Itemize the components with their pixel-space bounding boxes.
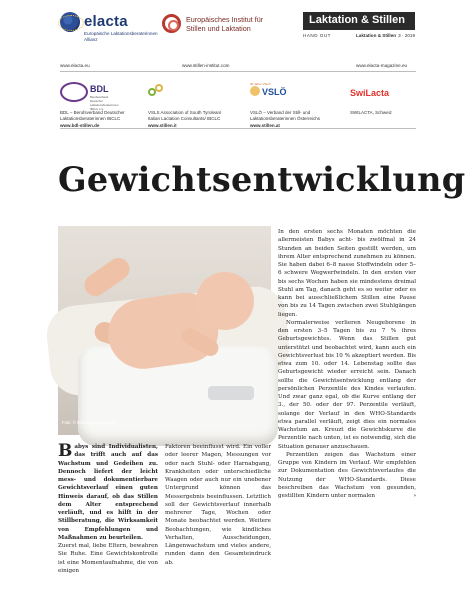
drop-cap: B [58,441,73,461]
institut-logo [160,14,280,52]
org-line: SWILACTA, Schweiz [350,110,392,115]
org-vslo [250,82,350,128]
vslo-logo-subtitle: 30 Jahre VSLÖ [250,82,271,86]
elacta-subtitle: Europäische Laktationsberaterinnen Allianz [84,31,158,42]
org-line: Laktationsberaterinnen IBCLC [60,116,121,122]
issue-label: Laktation & Stillen [356,33,397,38]
institut-name: Europäisches Institut für Stillen und Laktation [186,15,264,33]
header-divider [60,71,416,72]
page-title: Gewichtsentwicklung [58,160,465,199]
article-paragraph: Faktoren beeinflusst wird. Ein voller oder leerer Magen, Messungen vor oder nach Stuhl- oder Harnabgang, Krankheiten oder unterschiedliche Waagen oder auch nur ein unebener Untergrund können das Messergebnis beeinflussen. Letztlich soll der Gewichtsverlauf innerhalb mehrerer Tage, Wochen oder Monate beobachtet werden. Weitere Beobachtungen, wie kindliches Verhalten, Ausscheidungen, Längenwachstum und vieles andere, runden dann den Gesamteindruck ab. [165,444,271,566]
org-description [148,110,256,129]
article-column-left [58,443,158,575]
article-column-middle [165,443,271,567]
article-paragraph: Normalerweise verlieren Neugeborene in den ersten 3–5 Tagen bis zu 7 % ihres Geburtsgewichtes. Wenn das Stillen gut unterstützt und beobachtet wird, kann auch ein Gewichtsverlust bis 10 % akzeptiert werden. Bis etwa zum 10. oder 14. Lebenstag sollte das Geburtsgewicht wieder erreicht sein. Danach sollte die Gewichtsentwicklung entlang der persönlichen Perzentile des Kindes verlaufen. Und zwar ganz egal, ob die Kurve entlang der 3., der 50. oder der 97. Perzentile verläuft, solange der Verlauf in den WHO-Standards etwa parallel verläuft, zeigt dies ein normales Wachstum an. Kreuzt die Gewichtskurve die Perzentile nach unten, ist es notwendig, sich die Situation genauer anzuschauen. [278,319,416,450]
org-line: VSLÖ – Verband der Still- und [250,110,311,115]
article-paragraph: Perzentilen zeigen das Wachstum einer Gruppe von Kindern im Verlauf. Wir empfehlen zur Dokumentation des Gewichtsverlaufes die Nutzung der WHO-Standards. Diese beschreiben das Wachstum von gesunden, gestillten Kindern unter normalen [278,451,416,499]
scale-display [208,386,254,400]
org-line: Italian Lactation Consultants/ IBCLC [148,116,221,122]
org-bdl [60,82,160,128]
org-line: BDL – Berufsverband Deutscher [60,110,125,115]
org-divider [60,128,416,129]
magazine-name: Laktation & Stillen [309,14,405,26]
swilacta-logo: SwiLacta [350,88,390,98]
org-vsls [148,82,253,128]
org-swilacta [350,82,416,124]
org-description [350,110,416,116]
org-url[interactable]: www.stillen.at [250,122,280,128]
org-url[interactable]: www.stillen.it [148,122,177,128]
org-line: VSLS Association of South Tyrolean/ [148,110,222,115]
org-description [60,110,160,129]
vslo-logo-text: VSLÖ [262,87,287,97]
handout-label: HAND OUT [303,33,331,38]
institut-ring-icon [162,14,181,33]
institut-url[interactable]: www.stillen-institut.com [182,63,230,68]
issue-number: 3 · 2019 [398,33,415,38]
elacta-globe-icon [60,12,80,32]
article-lead: abys sind Individualisten, das trifft auch auf das Wachstum und Gedeihen zu. Dennoch liefert der leicht mess- und dokumentierbare Gewichtsverlauf einen guten Hinweis darauf, ob das Stillen dem Alter entsprechend verläuft, und es hilft in der Stillberatung, die Wirksamkeit von Empfehlungen und Maßnahmen zu beurteilen. [58,444,158,541]
bdl-logo-subtitle: Berufsverband Deutscher Laktationsberaterinnen IBCLC e.V. [90,95,119,111]
continue-arrow-icon: › [413,493,416,499]
photo-credit: Foto: © Bettina Kennerknecht [62,420,117,425]
org-description [250,110,350,129]
elacta-name: elacta [84,13,128,30]
article-paragraph: Zuerst mal, liebe Eltern, bewahren Sie Ruhe. Eine Gewichtskontrolle ist eine Momentaufnahme, die von einigen [58,543,158,574]
bdl-logo-text: BDL [90,84,109,94]
article-column-right [278,228,416,500]
magazine-url[interactable]: www.elacta-magazine.eu [356,63,408,68]
elacta-url[interactable]: www.elacta.eu [60,63,90,68]
org-url[interactable]: www.bdl-stillen.de [60,122,100,128]
vslo-logo-icon [250,82,290,104]
org-line: Laktationsberaterinnen Österreichs [250,116,321,122]
baby-on-scale-photo [58,226,271,435]
article-paragraph: In den ersten sechs Monaten möchten die allermeisten Babys acht- bis zwölfmal in 24 Stunden an beiden Seiten gestillt werden, um ihrem Alter entsprechend zunehmen zu können. Sie haben dabei 6–8 nasse Stoffwindeln oder 5–6 schwere Wegwerfwindeln. In den ersten vier bis sechs Wochen haben sie mindestens dreimal Stuhl am Tag, danach geht es so weiter oder es kann bei ausschließlichem Stillen eine Pause von bis zu 14 Tagen zwischen zwei Stuhlgängen liegen. [278,229,416,318]
vsls-logo-icon [148,82,164,102]
elacta-logo [60,12,158,54]
bdl-logo-icon [60,82,88,102]
magazine-logo [303,12,415,42]
magazine-title-bar [303,12,415,30]
